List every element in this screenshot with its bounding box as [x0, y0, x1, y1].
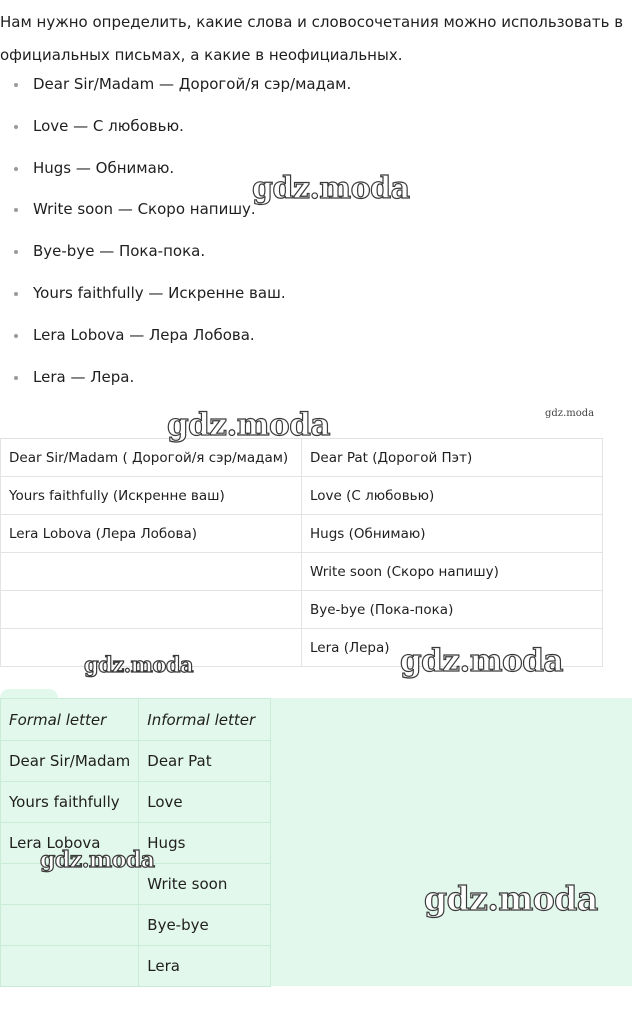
list-item [14, 106, 351, 148]
table-cell: Hugs (Обнимаю) [302, 515, 603, 553]
table-cell: Write soon [139, 864, 271, 905]
table-cell [1, 946, 139, 987]
table-row [1, 782, 271, 823]
list-item-text: Write soon — Скоро напишу. [33, 200, 256, 219]
column-header-informal: Informal letter [139, 699, 271, 741]
list-item [14, 315, 351, 357]
list-item-text: Lera — Лера. [33, 367, 135, 386]
table-row [1, 905, 271, 946]
bullet-dot [14, 334, 18, 338]
table-cell: Hugs [139, 823, 271, 864]
translation-table [0, 438, 603, 667]
watermark: gdz.moda [40, 847, 155, 873]
list-item-text: Bye-bye — Пока-пока. [33, 242, 206, 261]
bullet-dot [14, 125, 18, 129]
watermark: gdz.moda [545, 408, 595, 419]
table-row [1, 477, 603, 515]
intro-paragraph: Нам нужно определить, какие слова и словосочетания можно использовать в официальных письмах, а какие в неофициальных. [0, 13, 624, 64]
table-row [1, 553, 603, 591]
bullet-dot [14, 292, 18, 296]
table-cell [1, 553, 302, 591]
table-cell: Lera (Лера) [302, 629, 603, 667]
table-cell: Dear Sir/Madam [1, 741, 139, 782]
table-cell: Dear Pat [139, 741, 271, 782]
list-item [14, 357, 351, 399]
list-item [14, 64, 351, 106]
bullet-list [14, 64, 351, 398]
table-header-row [1, 699, 271, 741]
table-row [1, 946, 271, 987]
list-item-text: Love — С любовью. [33, 116, 184, 135]
bullet-dot [14, 208, 18, 212]
table-cell: Write soon (Скоро напишу) [302, 553, 603, 591]
watermark: gdz.moda [252, 171, 410, 206]
bullet-dot [14, 83, 18, 87]
table-row [1, 741, 271, 782]
table-row [1, 591, 603, 629]
table-cell: Lera Lobova [1, 823, 139, 864]
table-row [1, 515, 603, 553]
table-cell: Lera [139, 946, 271, 987]
table-cell: Lera Lobova (Лера Лобова) [1, 515, 302, 553]
list-item [14, 231, 351, 273]
table-cell [1, 591, 302, 629]
table-cell: Dear Sir/Madam ( Дорогой/я сэр/мадам) [1, 439, 302, 477]
table-cell: Dear Pat (Дорогой Пэт) [302, 439, 603, 477]
table-row [1, 439, 603, 477]
bullet-dot [14, 250, 18, 254]
letter-type-table [0, 698, 271, 987]
bullet-dot [14, 167, 18, 171]
column-header-formal: Formal letter [1, 699, 139, 741]
table-cell: Bye-bye [139, 905, 271, 946]
list-item-text: Yours faithfully — Искренне ваш. [33, 283, 286, 302]
watermark: gdz.moda [424, 879, 598, 918]
bullet-dot [14, 376, 18, 380]
table-cell [1, 905, 139, 946]
list-item-text: Dear Sir/Madam — Дорогой/я сэр/мадам. [33, 75, 352, 93]
table-cell: Love [139, 782, 271, 823]
watermark: gdz.moda [84, 652, 194, 677]
list-item [14, 273, 351, 315]
watermark: gdz.moda [400, 643, 563, 679]
watermark: gdz.moda [167, 407, 330, 443]
table-cell: Love (С любовью) [302, 477, 603, 515]
table-cell: Bye-bye (Пока-пока) [302, 591, 603, 629]
table-cell: Yours faithfully (Искренне ваш) [1, 477, 302, 515]
list-item-text: Lera Lobova — Лера Лобова. [33, 325, 255, 344]
list-item-text: Hugs — Обнимаю. [33, 158, 175, 177]
table-cell: Yours faithfully [1, 782, 139, 823]
